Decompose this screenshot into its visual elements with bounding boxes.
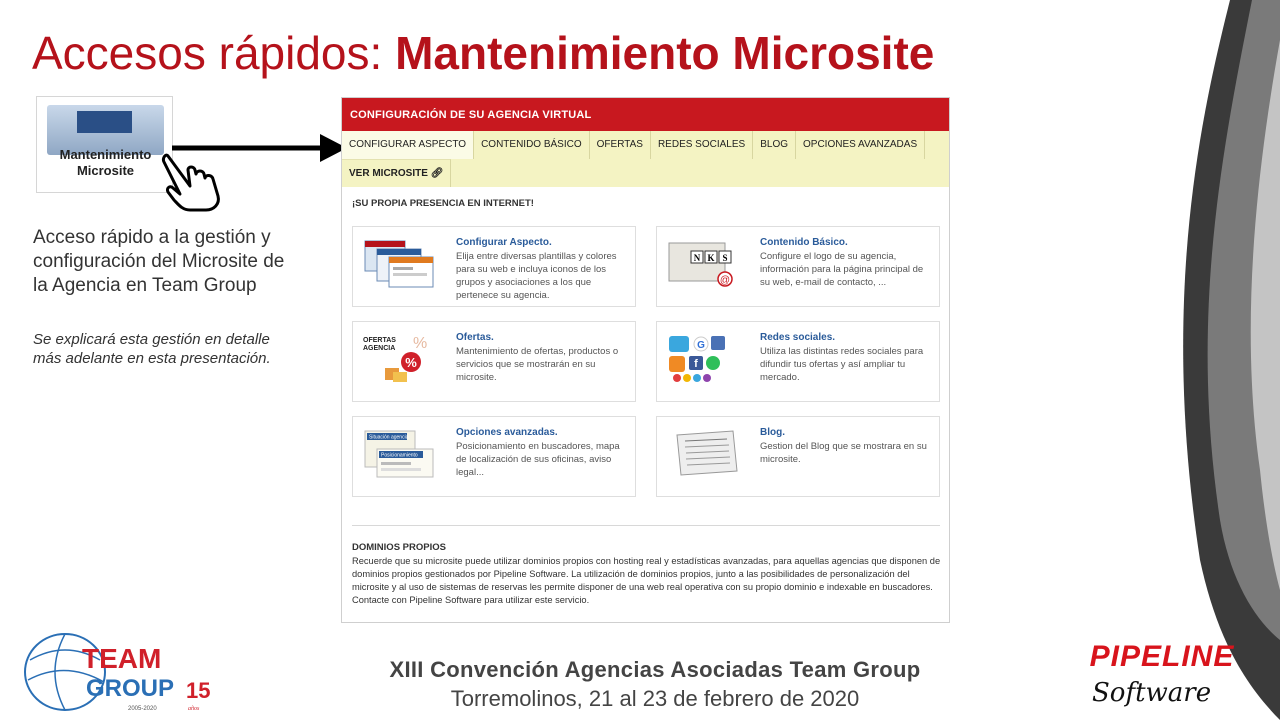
link-icon: 🔗︎ — [430, 168, 444, 179]
svg-text:f: f — [694, 358, 698, 370]
footer-title: XIII Convención Agencias Asociadas Team Group — [389, 657, 921, 682]
microsite-shortcut-button[interactable] — [36, 96, 173, 193]
card-title[interactable]: Opciones avanzadas. — [456, 427, 558, 438]
shortcut-description: Acceso rápido a la gestión y configuración del Microsite de la Agencia en Team Group — [33, 227, 285, 296]
blog-paper-image — [667, 427, 739, 479]
offers-line2: AGENCIA — [363, 345, 396, 352]
svg-text:G: G — [697, 340, 705, 351]
card-contenido-basico[interactable] — [656, 226, 940, 307]
config-nav — [342, 131, 949, 187]
card-title[interactable]: Contenido Básico. — [760, 237, 848, 248]
card-text: Posicionamiento en buscadores, mapa de localización de sus oficinas, aviso legal... — [456, 441, 620, 478]
microsite-config-panel — [341, 97, 950, 623]
decorative-swoosh — [1160, 0, 1280, 720]
domains-heading: DOMINIOS PROPIOS — [352, 542, 446, 553]
card-redes-sociales[interactable] — [656, 321, 940, 402]
situacion-label: Situación agencia — [369, 434, 409, 441]
team-group-logo — [20, 630, 220, 715]
svg-text:15: 15 — [186, 678, 211, 703]
pipeline-software-logo — [1062, 640, 1262, 720]
slide-title: Accesos rápidos: Mantenimiento Microsite — [32, 27, 935, 79]
nks-letter: S — [722, 253, 728, 263]
tab-blog[interactable]: BLOG — [753, 131, 796, 159]
nks-letter: K — [707, 253, 715, 263]
svg-text:años: años — [188, 706, 200, 712]
card-title[interactable]: Configurar Aspecto. — [456, 237, 552, 248]
card-title[interactable]: Blog. — [760, 427, 785, 438]
svg-text:%: % — [405, 355, 417, 370]
tab-contenido-basico[interactable]: CONTENIDO BÁSICO — [474, 131, 590, 159]
panel-header: CONFIGURACIÓN DE SU AGENCIA VIRTUAL — [342, 98, 949, 131]
pipeline-signature: Software — [1092, 678, 1212, 708]
templates-image — [363, 237, 435, 289]
svg-text:@: @ — [719, 275, 731, 286]
view-microsite-link[interactable]: VER MICROSITE 🔗︎ — [342, 159, 451, 187]
card-blog[interactable] — [656, 416, 940, 497]
offers-image — [363, 332, 435, 384]
posicionamiento-label: Posicionamiento — [381, 452, 418, 459]
tab-opciones-avanzadas[interactable]: OPCIONES AVANZADAS — [796, 131, 925, 159]
svg-text:GROUP: GROUP — [86, 675, 175, 702]
offers-line1: OFERTAS — [363, 337, 396, 344]
presence-heading: ¡SU PROPIA PRESENCIA EN INTERNET! — [352, 198, 534, 209]
tab-ofertas[interactable]: OFERTAS — [590, 131, 651, 159]
card-text: Utiliza las distintas redes sociales para difundir tus ofertas y así ampliar tu mercado. — [760, 346, 924, 383]
card-configurar-aspecto[interactable] — [352, 226, 636, 307]
domains-text: Recuerde que su microsite puede utilizar dominios propios con hosting real y estadísticas avanzadas, para aquellas agencias que disponen de dominios propios gestionados por Pipeline Software. La utilización de dominios propios, junto a las posibilidades de personalización del microsite y al uso de sistemas de reservas les permite disponer de una web real operativa con su propio dominio e indexable en buscadores. Contacte con Pipeline Software para utilizar este servicio. — [352, 556, 941, 605]
shortcut-note: Se explicará esta gestión en detalle más adelante en esta presentación. — [33, 331, 271, 367]
nks-letter: N — [693, 253, 701, 263]
shortcut-label: Mantenimiento Microsite — [59, 147, 152, 178]
tab-redes-sociales[interactable]: REDES SOCIALES — [651, 131, 753, 159]
card-text: Mantenimiento de ofertas, productos o servicios que se mostrarán en su microsite. — [456, 346, 619, 383]
card-text: Configure el logo de su agencia, información para la página principal de su web, e-mail de contacto, ... — [760, 251, 924, 288]
typewriter-image — [667, 237, 739, 289]
social-icons-image — [667, 332, 739, 384]
svg-text:%: % — [413, 335, 428, 352]
footer-subtitle: Torremolinos, 21 al 23 de febrero de 2020 — [450, 686, 860, 711]
card-opciones-avanzadas[interactable] — [352, 416, 636, 497]
card-title[interactable]: Redes sociales. — [760, 332, 836, 343]
pointer-hand-icon — [160, 142, 226, 214]
card-text: Elija entre diversas plantillas y colores para su web e incluya iconos de los grupos y asociaciones a los que pertenece su agencia. — [456, 251, 617, 301]
card-title[interactable]: Ofertas. — [456, 332, 494, 343]
svg-text:2005-2020: 2005-2020 — [128, 706, 157, 712]
advanced-options-image — [363, 427, 435, 479]
section-divider — [352, 525, 940, 526]
card-text: Gestion del Blog que se mostrara en su microsite. — [760, 441, 927, 465]
tab-configurar-aspecto[interactable]: CONFIGURAR ASPECTO — [342, 131, 474, 159]
svg-text:TEAM: TEAM — [82, 643, 162, 674]
card-ofertas[interactable] — [352, 321, 636, 402]
pipeline-word: PIPELINE — [1089, 640, 1235, 673]
